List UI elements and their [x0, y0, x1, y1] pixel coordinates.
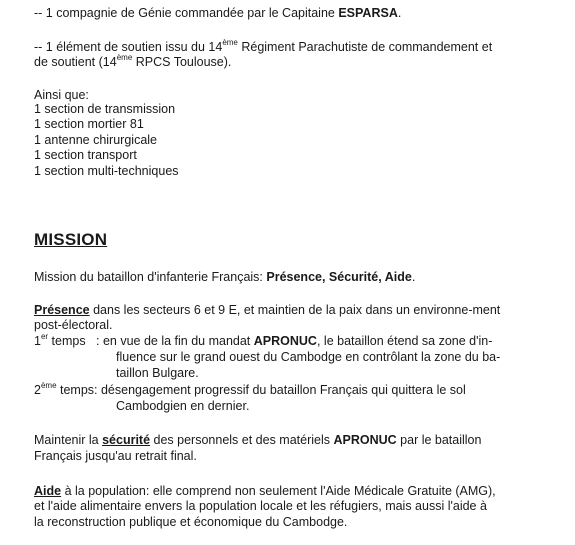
aide-keyword: Aide	[34, 484, 62, 498]
presence-line-1	[34, 303, 500, 317]
temps-2-line-1	[34, 380, 466, 397]
securite-text-a: Maintenir la	[34, 433, 103, 447]
soutien-sup-1: ème	[222, 37, 238, 47]
list-item: 1 section mortier 81	[34, 117, 144, 131]
aide-line-1	[34, 484, 496, 498]
apronuc-label: APRONUC	[333, 433, 397, 447]
soutien-text-d: RPCS Toulouse).	[132, 55, 232, 69]
mission-intro-period: .	[411, 270, 416, 284]
securite-keyword: sécurité	[102, 433, 151, 447]
presence-line-2: post-électoral.	[34, 318, 113, 332]
mission-intro-text: Mission du bataillon d'infanterie Français:	[34, 270, 267, 284]
list-item: 1 section de transmission	[34, 102, 176, 116]
genie-period: .	[397, 6, 402, 20]
ainsi-intro: Ainsi que:	[34, 88, 89, 102]
captain-name: ESPARSA	[338, 6, 398, 20]
securite-text-c: par le bataillon	[396, 433, 482, 447]
mission-keywords: Présence, Sécurité, Aide	[266, 270, 412, 284]
securite-line-1	[34, 433, 481, 447]
aide-text: à la population: elle comprend non seulement l'Aide Médicale Gratuite (AMG),	[61, 484, 496, 498]
temps-1-text-a: temps : en vue de la fin du mandat	[48, 334, 254, 348]
temps-2-number: 2	[34, 383, 41, 397]
soutien-text-c: de soutient (14	[34, 55, 117, 69]
temps-1-text-b: , le bataillon étend sa zone d'in-	[316, 334, 493, 348]
soutien-line-1	[34, 37, 493, 54]
list-item: 1 section transport	[34, 148, 137, 162]
soutien-line-2	[34, 52, 232, 69]
list-item: 1 section multi-techniques	[34, 164, 179, 178]
aide-line-3: la reconstruction publique et économique du Cambodge.	[34, 515, 348, 529]
temps-2-sup: ème	[40, 380, 57, 390]
presence-keyword: Présence	[34, 303, 90, 317]
securite-line-2: Français jusqu'au retrait final.	[34, 449, 197, 463]
temps-1-line-3: taillon Bulgare.	[116, 366, 199, 380]
securite-text-b: des personnels et des matériels	[150, 433, 334, 447]
presence-text: dans les secteurs 6 et 9 E, et maintien de la paix dans un environne-ment	[89, 303, 501, 317]
aide-line-2: et l'aide alimentaire envers la population locale et les réfugiers, mais aussi l'aide à	[34, 499, 487, 513]
genie-text: -- 1 compagnie de Génie commandée par le Capitaine	[34, 6, 339, 20]
temps-2-text: temps: désengagement progressif du bataillon Français qui quittera le sol	[56, 383, 466, 397]
mission-heading: MISSION	[34, 230, 108, 249]
temps-2-line-2: Cambodgien en dernier.	[116, 399, 250, 413]
temps-1-sup: er	[40, 331, 49, 341]
soutien-sup-2: ème	[116, 52, 133, 62]
list-item: 1 antenne chirurgicale	[34, 133, 157, 147]
soutien-text-a: -- 1 élément de soutien issu du 14	[34, 40, 223, 54]
temps-1-line-2: fluence sur le grand ouest du Cambodge en contrôlant la zone du ba-	[116, 350, 501, 364]
genie-line	[34, 6, 401, 20]
apronuc-label: APRONUC	[253, 334, 317, 348]
temps-1-line-1	[34, 331, 493, 348]
mission-intro	[34, 270, 415, 284]
soutien-text-b: Régiment Parachutiste de commandement et	[237, 40, 493, 54]
temps-1-number: 1	[34, 334, 41, 348]
